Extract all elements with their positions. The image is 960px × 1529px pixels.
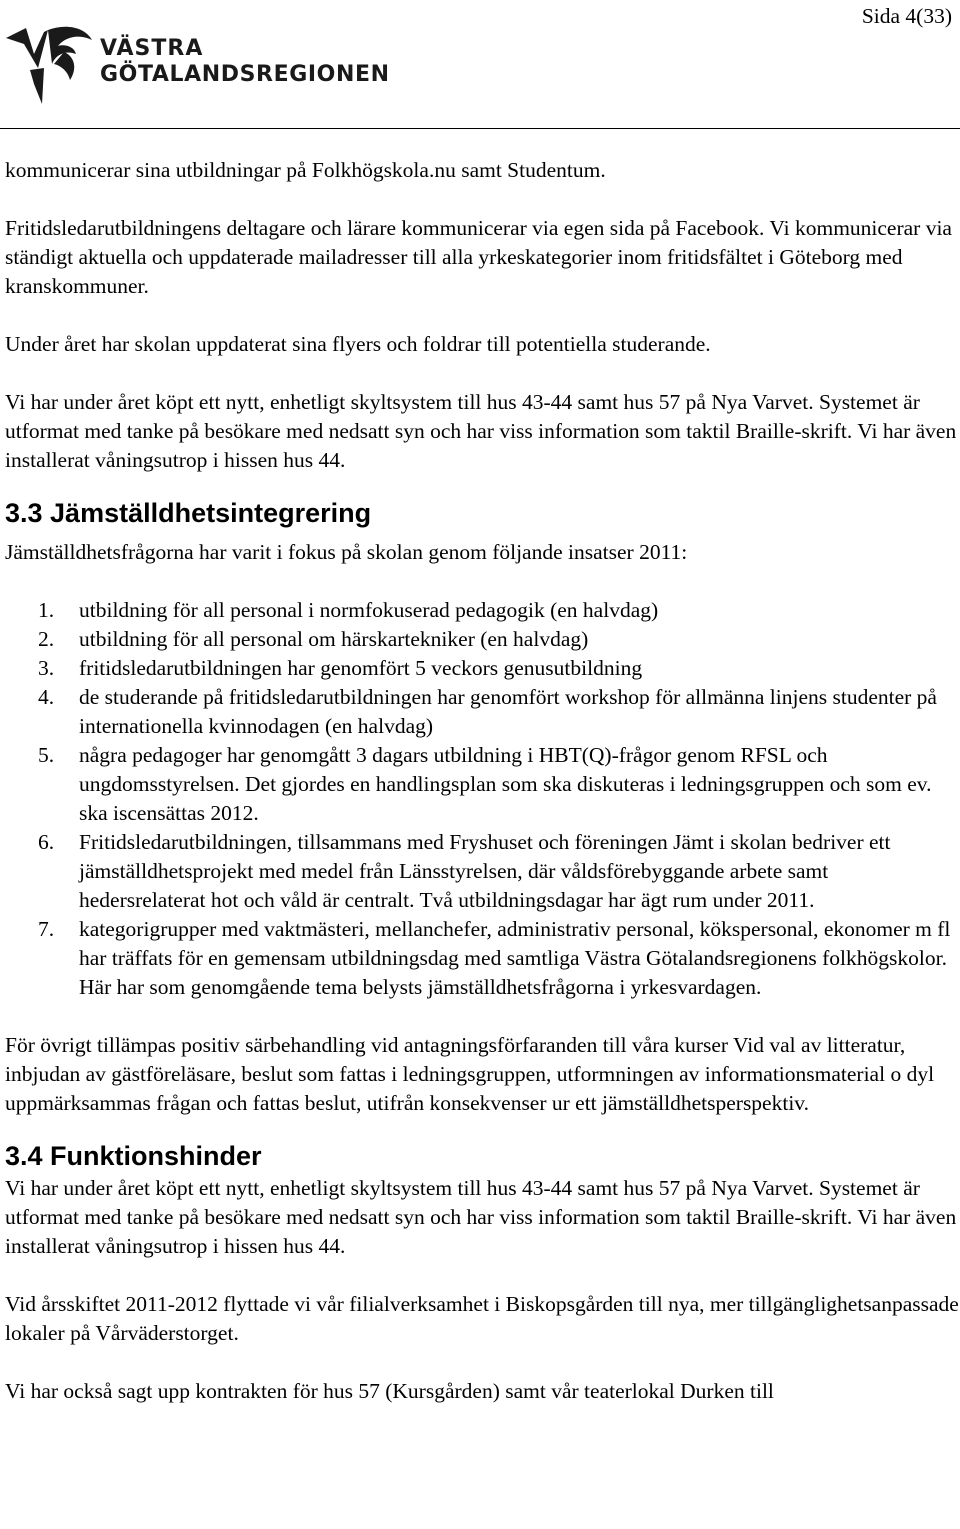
list-item: 7. kategorigrupper med vaktmästeri, mellanchefer, administrativ personal, kökspersonal, ekonomer m fl har träffats för en gemensam utbildningsdag med samtliga Västra Götalandsregionens folkhögskolor. Här har som genomgående tema belysts jämställdhetsfrågorna i yrkesvardagen. bbox=[38, 917, 951, 999]
paragraph-2: Fritidsledarutbildningens deltagare och lärare kommunicerar via egen sida på Facebook. Vi kommunicerar via ständigt aktuella och uppdaterade mailadresser till alla yrkeskategorier inom fritidsfältet i Göteborg med kranskommuner. bbox=[5, 216, 952, 298]
vastra-gotalandsregionen-logo bbox=[4, 24, 390, 106]
logo-emblem-icon bbox=[4, 24, 96, 106]
paragraph-3: Under året har skolan uppdaterat sina flyers och foldrar till potentiella studerande. bbox=[5, 332, 711, 356]
paragraph-9: Vi har också sagt upp kontrakten för hus 57 (Kursgården) samt vår teaterlokal Durken till bbox=[5, 1379, 774, 1403]
logo-text-line2: GÖTALANDSREGIONEN bbox=[100, 62, 390, 87]
document-body bbox=[5, 156, 960, 1406]
section-heading-3-3: 3.3 Jämställdhetsintegrering bbox=[5, 498, 372, 528]
list-item: 6. Fritidsledarutbildningen, tillsammans med Fryshuset och föreningen Jämt i skolan bedriver ett jämställdhetsprojekt med medel från Länsstyrelsen, där våldsförebyggande arbete samt hedersrelaterat hot och våld är centralt. Två utbildningsdagar har ägt rum under 2011. bbox=[38, 830, 891, 912]
section-heading-3-4: 3.4 Funktionshinder bbox=[5, 1141, 262, 1171]
paragraph-5: Jämställdhetsfrågorna har varit i fokus på skolan genom följande insatser 2011: bbox=[5, 540, 688, 564]
list-item: 5. några pedagoger har genomgått 3 dagars utbildning i HBT(Q)-frågor genom RFSL och ungdomsstyrelsen. Det gjordes en handlingsplan som ska diskuteras i ledningsgruppen och som ev. ska iscensättas 2012. bbox=[38, 743, 932, 825]
list-item: 2. utbildning för all personal om härskartekniker (en halvdag) bbox=[38, 627, 589, 651]
paragraph-7: Vi har under året köpt ett nytt, enhetligt skyltsystem till hus 43-44 samt hus 57 på Nya Varvet. Systemet är utformat med tanke på besökare med nedsatt syn och har viss information som taktil Braille-skrift. Vi har även installerat våningsutrop i hissen hus 44. bbox=[5, 1176, 957, 1258]
list-item: 4. de studerande på fritidsledarutbildningen har genomfört workshop för allmänna linjens studenter på internationella kvinnodagen (en halvdag) bbox=[38, 685, 937, 738]
paragraph-4: Vi har under året köpt ett nytt, enhetligt skyltsystem till hus 43-44 samt hus 57 på Nya Varvet. Systemet är utformat med tanke på besökare med nedsatt syn och har viss information som taktil Braille-skrift. Vi har även installerat våningsutrop i hissen hus 44. bbox=[5, 390, 957, 472]
paragraph-6: För övrigt tillämpas positiv särbehandling vid antagningsförfaranden till våra kurser Vid val av litteratur, inbjudan av gästföreläsare, beslut som fattas i ledningsgruppen, utformningen av informationsmaterial o dyl uppmärksammas frågan och fattas beslut, utifrån konsekvenser ur ett jämställdhetsperspektiv. bbox=[5, 1033, 935, 1115]
list-item: 1. utbildning för all personal i normfokuserad pedagogik (en halvdag) bbox=[38, 598, 659, 622]
logo-text-line1: VÄSTRA bbox=[100, 36, 204, 61]
paragraph-1: kommunicerar sina utbildningar på Folkhögskola.nu samt Studentum. bbox=[5, 158, 606, 182]
measures-list bbox=[5, 596, 960, 1002]
page-number: Sida 4(33) bbox=[861, 4, 952, 28]
header-divider bbox=[0, 128, 960, 129]
list-item: 3. fritidsledarutbildningen har genomfört 5 veckors genusutbildning bbox=[38, 656, 643, 680]
paragraph-8: Vid årsskiftet 2011-2012 flyttade vi vår filialverksamhet i Biskopsgården till nya, mer tillgänglighetsanpassade lokaler på Vårväderstorget. bbox=[5, 1292, 959, 1345]
